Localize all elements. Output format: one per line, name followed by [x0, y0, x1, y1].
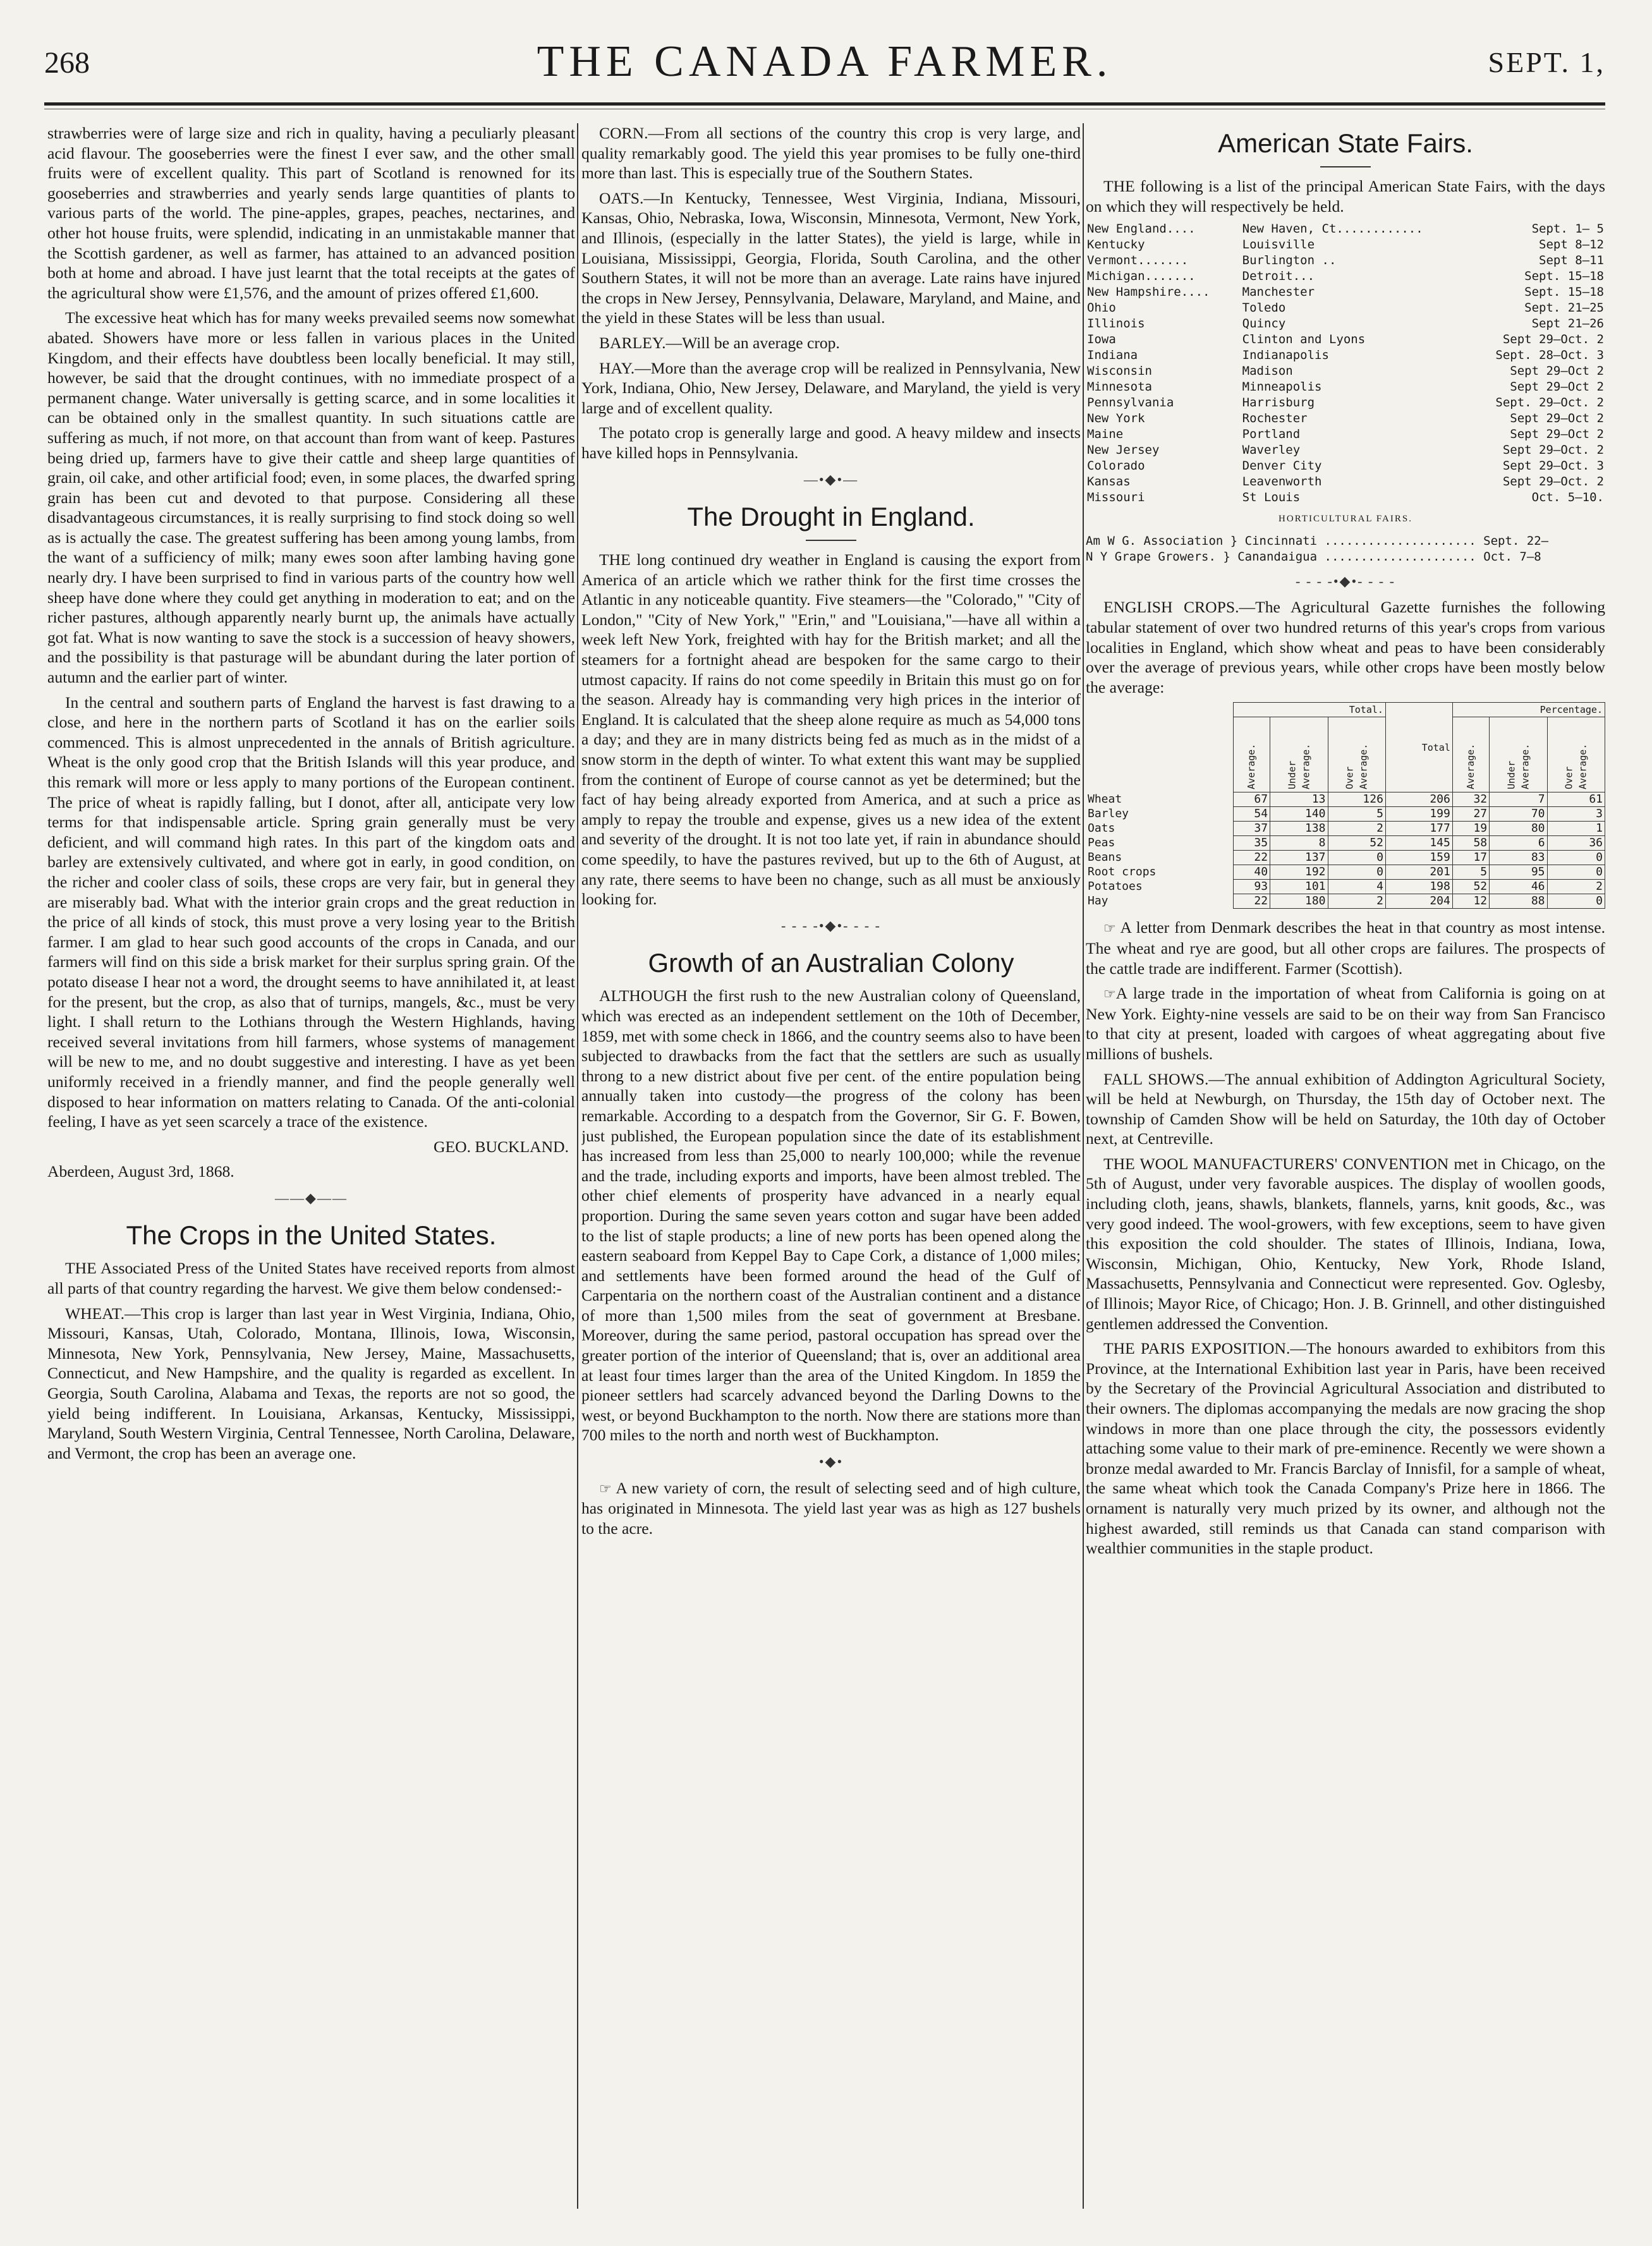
table-cell: 101 — [1270, 880, 1328, 894]
fair-state: Minnesota — [1087, 380, 1152, 394]
article-paragraph: THE Associated Press of the United States have received reports from almost all parts of that country regarding the harvest. We give them below condensed:- — [47, 1259, 575, 1298]
column-divider — [577, 123, 578, 2209]
fair-city: Toledo — [1242, 301, 1286, 315]
crop-name: Oats — [1086, 822, 1233, 836]
fair-state: Indiana — [1087, 348, 1138, 363]
article-paragraph: THE PARIS EXPOSITION.—The honours awarded to exhibitors from this Province, at the International Exhibition last year in Paris, have been received by the Secretary of the Provincial Agricultural Association and distributed to their owners. The diplomas accompanying the medals are now gracing the shop windows in more than one place through the city, the possessors evidently attaching some value to their mark of pre-eminence. Recently we were shown a bronze medal awarded to Mr. Francis Barclay of Innisfil, for a sample of wheat, the same wheat which took the Canada Company's Prize here in 1866. The ornament is naturally very much prized by its owner, and although not the highest awarded, still reminds us that Canada can stand comparison with wealthier communities in the staple product. — [1086, 1339, 1605, 1558]
table-cell: 0 — [1547, 894, 1605, 909]
fair-row — [1086, 379, 1605, 395]
fair-state: Ohio — [1087, 301, 1116, 315]
fair-dates: Sept. 28—Oct. 3 — [1495, 348, 1604, 363]
table-cell: 37 — [1233, 822, 1270, 836]
fair-row — [1086, 332, 1605, 348]
table-cell: 58 — [1452, 836, 1489, 851]
fair-state: New Hampshire.... — [1087, 285, 1210, 300]
crop-name: Wheat — [1086, 792, 1233, 807]
column-2 — [581, 123, 1081, 2209]
fair-city: Manchester — [1242, 285, 1315, 300]
table-cell: 54 — [1233, 807, 1270, 822]
fair-row — [1086, 458, 1605, 474]
fair-row — [1086, 316, 1605, 332]
table-cell: 52 — [1452, 880, 1489, 894]
table-cell: 80 — [1490, 822, 1547, 836]
short-rule — [1320, 166, 1371, 167]
article-text: A large trade in the importation of wheat from California is going on at New York. Eighty-nine vessels are said to be on their way from San Francisco to that city at present, loaded with cargoes of wheat aggregating about five millions of bushels. — [1086, 984, 1605, 1063]
fair-state: Illinois — [1087, 317, 1145, 331]
table-cell: 0 — [1328, 865, 1385, 880]
table-cell: 13 — [1270, 792, 1328, 807]
fair-city: Harrisburg — [1242, 396, 1315, 410]
fair-dates: Sept 21—26 — [1531, 317, 1604, 331]
table-cell: 67 — [1233, 792, 1270, 807]
fair-dates: Sept 29—Oct. 2 — [1502, 332, 1604, 347]
fair-city: Denver City — [1242, 459, 1322, 473]
article-paragraph — [1086, 918, 1605, 978]
crop-name: Root crops — [1086, 865, 1233, 880]
article-paragraph: THE WOOL MANUFACTURERS' CONVENTION met in Chicago, on the 5th of August, under very favorable auspices. The display of woollen goods, including cloth, jeans, shawls, blankets, flannels, yarns, knit goods, &c., was very good indeed. The wool-growers, with few exceptions, seem to have given this exposition the cold shoulder. The states of Illinois, Indiana, Iowa, Wisconsin, Michigan, Ohio, Kentucky, New York, Rhode Island, Massachusetts, Pennsylvania and Connecticut were represented. Gov. Oglesby, of Illinois; Mayor Rice, of Chicago; Hon. J. B. Grinnell, and other distinguished gentlemen addressed the Convention. — [1086, 1154, 1605, 1333]
table-cell: 70 — [1490, 807, 1547, 822]
pointing-hand-icon: ☞ — [1103, 986, 1116, 1002]
table-row — [1086, 807, 1605, 822]
table-col-header: Average. — [1452, 717, 1489, 792]
table-cell: 3 — [1547, 807, 1605, 822]
fair-state: Missouri — [1087, 490, 1145, 505]
article-paragraph: strawberries were of large size and rich in quality, having a peculiarly pleasant acid flavour. The gooseberries were the finest I ever saw, and the other small fruits were of excellent quality. This part of Scotland is renowned for its gooseberries and strawberries and yearly sends large quantities of plants to various parts of the world. The pine-apples, grapes, peaches, nectarines, and other hot house fruits, were splendid, indicating in an unmistakable manner that the Scottish gardener, as well as farmer, has attained to an advanced position both at home and abroad. I have just learnt that the total receipts at the gates of the agricultural show were £1,576, and the amount of prizes offered £1,600. — [47, 124, 575, 302]
fair-row — [1086, 300, 1605, 316]
short-rule — [806, 540, 856, 541]
fair-row — [1086, 348, 1605, 363]
table-corner — [1086, 703, 1233, 717]
table-cell: 93 — [1233, 880, 1270, 894]
table-row — [1086, 792, 1605, 807]
column-3 — [1086, 123, 1605, 2209]
hort-city: Canandaigua — [1237, 549, 1318, 564]
fair-city: Madison — [1242, 364, 1293, 379]
horticultural-heading: HORTICULTURAL FAIRS. — [1278, 514, 1412, 525]
ornament-divider: ——◆—— — [275, 1189, 348, 1206]
table-cell: 2 — [1547, 880, 1605, 894]
fair-state: Kentucky — [1087, 238, 1145, 252]
horticultural-fairs-list — [1086, 533, 1605, 565]
article-paragraph: WHEAT.—This crop is larger than last year in West Virginia, Indiana, Ohio, Missouri, Kansas, Utah, Colorado, Montana, Illinois, Iowa, Wisconsin, Minnesota, New York, Pennsylvania, New Jersey, Maine, Massachusetts, Connecticut, and New Hampshire, and the quality is regarded as excellent. In Georgia, South Carolina, Alabama and Texas, the reports are not so good, the yield being indifferent. In Louisiana, Arkansas, Kentucky, Mississippi, Maryland, South Western Virginia, Central Tennessee, North Carolina, Delaware, and Vermont, the crop has been an average one. — [47, 1304, 575, 1462]
pointing-hand-icon: ☞ — [599, 1480, 612, 1496]
table-col-header: Under Average. — [1270, 717, 1328, 792]
table-cell: 0 — [1547, 865, 1605, 880]
table-cell: 36 — [1547, 836, 1605, 851]
table-cell: 27 — [1452, 807, 1489, 822]
table-row — [1086, 865, 1605, 880]
table-cell: 52 — [1328, 836, 1385, 851]
fair-dates: Sept. 15—18 — [1524, 285, 1604, 300]
table-col-header: Over Average. — [1547, 717, 1605, 792]
article-paragraph — [581, 1478, 1081, 1539]
article-paragraph: HAY.—More than the average crop will be realized in Pennsylvania, New York, Indiana, Ohio, New Jersey, Delaware, and Maryland, the yield is very large and of excellent quality. — [581, 358, 1081, 417]
table-cell: 95 — [1490, 865, 1547, 880]
pointing-hand-icon: ☞ — [1103, 920, 1116, 937]
table-cell: 12 — [1452, 894, 1489, 909]
fair-city: New Haven, Ct............ — [1242, 222, 1423, 236]
fair-row — [1086, 363, 1605, 379]
fair-state: Kansas — [1087, 475, 1131, 489]
ornament-divider: - - - -•◆•- - - - — [781, 917, 881, 933]
hort-dates: Oct. 7—8 — [1483, 549, 1541, 564]
article-paragraph: BARLEY.—Will be an average crop. — [599, 333, 840, 352]
fair-row — [1086, 442, 1605, 458]
fair-state: Wisconsin — [1087, 364, 1152, 379]
fair-dates: Sept 8—11 — [1539, 253, 1604, 268]
fair-state: New York — [1087, 411, 1145, 426]
column-1 — [47, 123, 575, 2209]
table-cell: 198 — [1385, 880, 1452, 894]
fair-row — [1086, 427, 1605, 442]
hort-dates: Sept. 22— — [1483, 533, 1549, 548]
table-row — [1086, 822, 1605, 836]
fair-dates: Sept 29—Oct. 2 — [1502, 443, 1604, 458]
fair-row — [1086, 269, 1605, 284]
headline-state-fairs: American State Fairs. — [1218, 128, 1473, 158]
newspaper-title: THE CANADA FARMER. — [537, 37, 1113, 86]
table-cell: 206 — [1385, 792, 1452, 807]
issue-date: SEPT. 1, — [1488, 46, 1605, 78]
article-paragraph — [1086, 983, 1605, 1064]
table-cell: 140 — [1270, 807, 1328, 822]
fair-state: Colorado — [1087, 459, 1145, 473]
table-cell: 145 — [1385, 836, 1452, 851]
table-group-total: Total. — [1233, 703, 1385, 717]
fair-row — [1086, 490, 1605, 506]
hort-fair-row: N Y Grape Growers. } Canandaigua ..................... Oct. 7—8 — [1086, 549, 1541, 564]
table-cell: 201 — [1385, 865, 1452, 880]
fair-city: Minneapolis — [1242, 380, 1322, 394]
english-crops-table — [1086, 702, 1605, 909]
table-row — [1086, 894, 1605, 909]
headline-crops-us: The Crops in the United States. — [126, 1220, 497, 1251]
article-paragraph: THE following is a list of the principal American State Fairs, with the days on which they will respectively be held. — [1086, 177, 1605, 215]
fair-dates: Sept 29—Oct 2 — [1510, 380, 1604, 394]
headline-australia: Growth of an Australian Colony — [648, 948, 1014, 978]
article-paragraph: The excessive heat which has for many weeks prevailed seems now somewhat abated. Showers have more or less fallen in various places in the United Kingdom, and their effects have doubtless been locally beneficial. It may still, however, be said that the drought continues, with no immediate prospect of a permanent change. Water universally is getting scarce, and in some localities it can be obtained only in the smallest quantity. In such situations cattle are suffering as much, if not more, on that account than from want of keep. Pastures being dried up, farmers have to give their cattle and sheep large quantities of grain, oil cake, and other artificial food; even, in some places, the dwarfed spring grain has been cut and devoted to that purpose. Considering all these disadvantageous circumstances, it is really surprising to find stock doing so well as is actually the case. The greatest suffering has been among young lambs, from the want of a sufficiency of milk; many ewes soon after lambing having gone nearly dry. I have been surprised to find in various parts of the country how well sheep have done where they could get anything in moderation to eat; and on the richer pastures, although apparently nearly burnt up, the animals have actually got fat. What is now wanting to save the stock is a succession of heavy showers, and the possibility is that pasturage will be abundant during the later portion of autumn and the earlier part of winter. — [47, 308, 575, 687]
table-cell: 17 — [1452, 851, 1489, 865]
table-cell: 159 — [1385, 851, 1452, 865]
article-paragraph: OATS.—In Kentucky, Tennessee, West Virginia, Indiana, Missouri, Kansas, Ohio, Nebraska, Iowa, Wisconsin, Minnesota, Vermont, New York, and Illinois, (especially in the latter States), the yield is large, while in Louisiana, Mississippi, Georgia, Florida, South Carolina, and the other Southern States, it will not be more than an average. Late rains have injured the crops in New Jersey, Pennsylvania, Delaware, Maryland, and Maine, and the yield in these States will be less than usual. — [581, 188, 1081, 327]
table-cell: 137 — [1270, 851, 1328, 865]
hort-society: N Y Grape Growers. — [1086, 549, 1216, 564]
article-text: A new variety of corn, the result of selecting seed and of high culture, has originated in Minnesota. The yield last year was as high as 127 bushels to the acre. — [581, 1478, 1081, 1538]
hort-city: Cincinnati — [1244, 533, 1318, 548]
table-cell: 7 — [1490, 792, 1547, 807]
table-group-percentage: Percentage. — [1452, 703, 1605, 717]
table-cell: 192 — [1270, 865, 1328, 880]
hort-society: Am W G. Association — [1086, 533, 1224, 548]
fair-state: New Jersey — [1087, 443, 1160, 458]
column-divider — [1083, 123, 1084, 2209]
fair-dates: Sept 29—Oct. 3 — [1502, 459, 1604, 473]
fair-row — [1086, 284, 1605, 300]
table-cell: 8 — [1270, 836, 1328, 851]
article-paragraph: The potato crop is generally large and good. A heavy mildew and insects have killed hops in Pennsylvania. — [581, 423, 1081, 462]
table-col-header: Under Average. — [1490, 717, 1547, 792]
fair-state: Maine — [1087, 427, 1124, 442]
fair-state: Vermont....... — [1087, 253, 1189, 268]
fair-dates: Sept 29—Oct 2 — [1510, 411, 1604, 426]
fair-state: Iowa — [1087, 332, 1116, 347]
crop-name: Potatoes — [1086, 880, 1233, 894]
table-cell: 6 — [1490, 836, 1547, 851]
table-cell: 2 — [1328, 822, 1385, 836]
fair-city: Indianapolis — [1242, 348, 1329, 363]
fair-dates: Sept 29—Oct 2 — [1510, 427, 1604, 442]
table-cell: 177 — [1385, 822, 1452, 836]
fair-state: Pennsylvania — [1087, 396, 1174, 410]
table-cell: 61 — [1547, 792, 1605, 807]
fair-row — [1086, 221, 1605, 237]
fair-dates: Sept. 15—18 — [1524, 269, 1604, 284]
fair-dates: Sept. 1— 5 — [1531, 222, 1604, 236]
table-cell: 1 — [1547, 822, 1605, 836]
table-cell: 0 — [1547, 851, 1605, 865]
table-cell: 88 — [1490, 894, 1547, 909]
article-paragraph: ALTHOUGH the first rush to the new Australian colony of Queensland, which was erected as an independent settlement on the 10th of December, 1859, met with some check in 1866, and the country seems also to have been subjected to drawbacks from the fact that the settlers are such as usually throng to a new district about five per cent. of the entire population being annually taken into custody—the progress of the colony has been remarkable. According to a despatch from the Governor, Sir G. F. Bowen, just published, the European population since the date of its establishment has increased from less than 25,000 to nearly 100,000; while the revenue and the trade, including exports and imports, have been almost trebled. The other chief elements of prosperity have advanced in a nearly equal proportion. During the same seven years cotton and sugar have been added to the list of staple products; a line of new ports has been opened along the eastern seaboard from Keppel Bay to Cape Cork, a distance of 1,000 miles; and settlements have been formed around the head of the Gulf of Carpentaria on the northern coast of the Australian continent and a distance of more than 1,500 miles from the seat of government at Bresbane. Moreover, during the same period, pastoral occupation has spread over the greater portion of the interior of Queensland; that is, over an additional area at least four times larger than the area of the United Kingdom. In 1859 the pioneer settlers had scarcely advanced beyond the Darling Downs to the west, or beyond Buckhampton to the north. Now there are stations more than 700 miles to the north and north west of Buckhampton. — [581, 986, 1081, 1445]
fair-dates: Oct. 5—10. — [1531, 490, 1604, 505]
table-cell: 22 — [1233, 894, 1270, 909]
table-cell: 5 — [1328, 807, 1385, 822]
table-cell: 4 — [1328, 880, 1385, 894]
fair-city: Quincy — [1242, 317, 1286, 331]
table-cell: 0 — [1328, 851, 1385, 865]
article-paragraph: FALL SHOWS.—The annual exhibition of Addington Agricultural Society, will be held at Newburgh, on Thursday, the 15th day of October next. The township of Camden Show will be held on Saturday, the 10th day of October next, at Centreville. — [1086, 1069, 1605, 1148]
fair-dates: Sept. 29—Oct. 2 — [1495, 396, 1604, 410]
ornament-divider: —•◆•— — [803, 471, 859, 487]
article-text: A letter from Denmark describes the heat in that country as most intense. The wheat and rye are good, but all other crops are failures. The prospects of the cattle trade are indifferent. Farmer (Scottish). — [1086, 918, 1605, 978]
signature: GEO. BUCKLAND. — [434, 1137, 569, 1156]
state-fairs-table — [1086, 221, 1605, 506]
article-paragraph: CORN.—From all sections of the country this crop is very large, and quality remarkably good. The yield this year promises to be fully one-third more than last. This is especially true of the Southern States. — [581, 124, 1081, 183]
article-paragraph: In the central and southern parts of England the harvest is fast drawing to a close, and here in the northern parts of Scotland it has on the earlier soils commenced. This is almost unprecedented in the annals of British agriculture. Wheat is the only good crop that the British Islands will this year produce, and this remark will more or less apply to many portions of the European continent. The price of wheat is rapidly falling, but I donot, after all, anticipate very low terms for that indispensable article. Spring grain generally must be very deficient, and will command high rates. In this part of the kingdom oats and barley are extensively cultivated, and where got in early, in good condition, on the richer and cooler class of soils, these crops are very fair, but in general they are miserably bad. What with the interior grain crops and the great reduction in the price of all kinds of stock, this must prove a very losing year to the British farmer. I am glad to hear such good accounts of the crops in Canada, and our farmers will find on this side a brisk market for their surplus spring grain. Of the potato disease I hear not a word, the drought seems to have annihilated it, at least for the present, but the crop, as also that of turnips, mangels, &c., must be very light. I shall return to the Lothians through the Western Highlands, having received several invitations from hill farmers, whose systems of management will be new to me, and no doubt suggestive and interesting. I have as yet been uniformly received in a friendly manner, and find the people generally well disposed to hear information on matters relating to Canada. Of the anti-colonial feeling, I have as yet seen scarcely a trace of the existence. — [47, 693, 575, 1131]
crop-name: Beans — [1086, 851, 1233, 865]
crop-name: Hay — [1086, 894, 1233, 909]
table-col-header: Over Average. — [1328, 717, 1385, 792]
fair-city: Rochester — [1242, 411, 1308, 426]
dateline: Aberdeen, August 3rd, 1868. — [47, 1162, 234, 1181]
fair-dates: Sept 29—Oct. 2 — [1502, 475, 1604, 489]
fair-city: St Louis — [1242, 490, 1301, 505]
table-cell: 83 — [1490, 851, 1547, 865]
masthead-rule — [44, 102, 1605, 106]
table-col-header: Average. — [1233, 717, 1270, 792]
fair-row — [1086, 253, 1605, 269]
fair-city: Detroit... — [1242, 269, 1315, 284]
ornament-divider: - - - -•◆•- - - - — [1296, 573, 1395, 589]
table-cell: 180 — [1270, 894, 1328, 909]
headline-drought: The Drought in England. — [687, 502, 975, 532]
page-number: 268 — [44, 46, 90, 80]
table-row — [1086, 880, 1605, 894]
article-paragraph: THE long continued dry weather in England is causing the export from America of an article which we rather think for the first time crosses the Atlantic in any noticeable quantity. Five steamers—the "Colorado," "City of London," "City of New York," "Erin," and "Louisiana,"—have all within a week left New York, freighted with hay for the British market; and all the steamers for a fortnight ahead are bespoken for the same cargo to their utmost capacity. If rains do not come speedily in Britain this must go on for the season. Already hay is commanding very high prices in the interior of England. It is calculated that the sheep alone require as much as 54,000 tons a day; and they are in many districts being fed as much as in the midst of a snow storm in the depth of winter. To what extent this want may be supplied from the continent of Europe of course cannot as yet be determined; but the fact of hay being already exported from America, and at such a price as amply to repay the trouble and expense, gives us a new idea of the extent and severity of the drought. It is not too late yet, if rain in abundance should come speedily, to have the pastures revived, but up to the 6th of August, at any rate, there seems to have been no change, such as all must be anxiously looking for. — [581, 550, 1081, 909]
crop-name: Peas — [1086, 836, 1233, 851]
table-cell: 32 — [1452, 792, 1489, 807]
fair-state: Michigan....... — [1087, 269, 1196, 284]
fair-row — [1086, 474, 1605, 490]
table-cell: 5 — [1452, 865, 1489, 880]
fair-row — [1086, 237, 1605, 253]
fair-row — [1086, 395, 1605, 411]
crop-name: Barley — [1086, 807, 1233, 822]
table-cell: 19 — [1452, 822, 1489, 836]
table-cell: 138 — [1270, 822, 1328, 836]
fair-dates: Sept 29—Oct 2 — [1510, 364, 1604, 379]
table-cell: 199 — [1385, 807, 1452, 822]
fair-dates: Sept 8—12 — [1539, 238, 1604, 252]
table-col-total: Total — [1385, 703, 1452, 792]
table-cell: 35 — [1233, 836, 1270, 851]
table-cell: 22 — [1233, 851, 1270, 865]
fair-state: New England.... — [1087, 222, 1196, 236]
table-row — [1086, 836, 1605, 851]
fair-city: Portland — [1242, 427, 1301, 442]
ornament-divider: •◆• — [818, 1454, 844, 1470]
table-row — [1086, 851, 1605, 865]
fair-city: Leavenworth — [1242, 475, 1322, 489]
hort-fair-row: Am W G. Association } Cincinnati ..................... Sept. 22— — [1086, 533, 1549, 548]
table-cell: 40 — [1233, 865, 1270, 880]
article-paragraph: ENGLISH CROPS.—The Agricultural Gazette furnishes the following tabular statement of over two hundred returns of this year's crops from various localities in England, which show wheat and peas to have been considerably over the average of previous years, while other crops have been mostly below the average: — [1086, 598, 1605, 696]
masthead — [44, 25, 1605, 101]
table-cell: 2 — [1328, 894, 1385, 909]
fair-city: Burlington .. — [1242, 253, 1337, 268]
fair-dates: Sept. 21—25 — [1524, 301, 1604, 315]
fair-city: Clinton and Lyons — [1242, 332, 1366, 347]
table-cell: 204 — [1385, 894, 1452, 909]
fair-row — [1086, 411, 1605, 427]
table-cell: 126 — [1328, 792, 1385, 807]
table-cell: 46 — [1490, 880, 1547, 894]
table-corner — [1086, 717, 1233, 792]
fair-city: Waverley — [1242, 443, 1301, 458]
fair-city: Louisville — [1242, 238, 1315, 252]
